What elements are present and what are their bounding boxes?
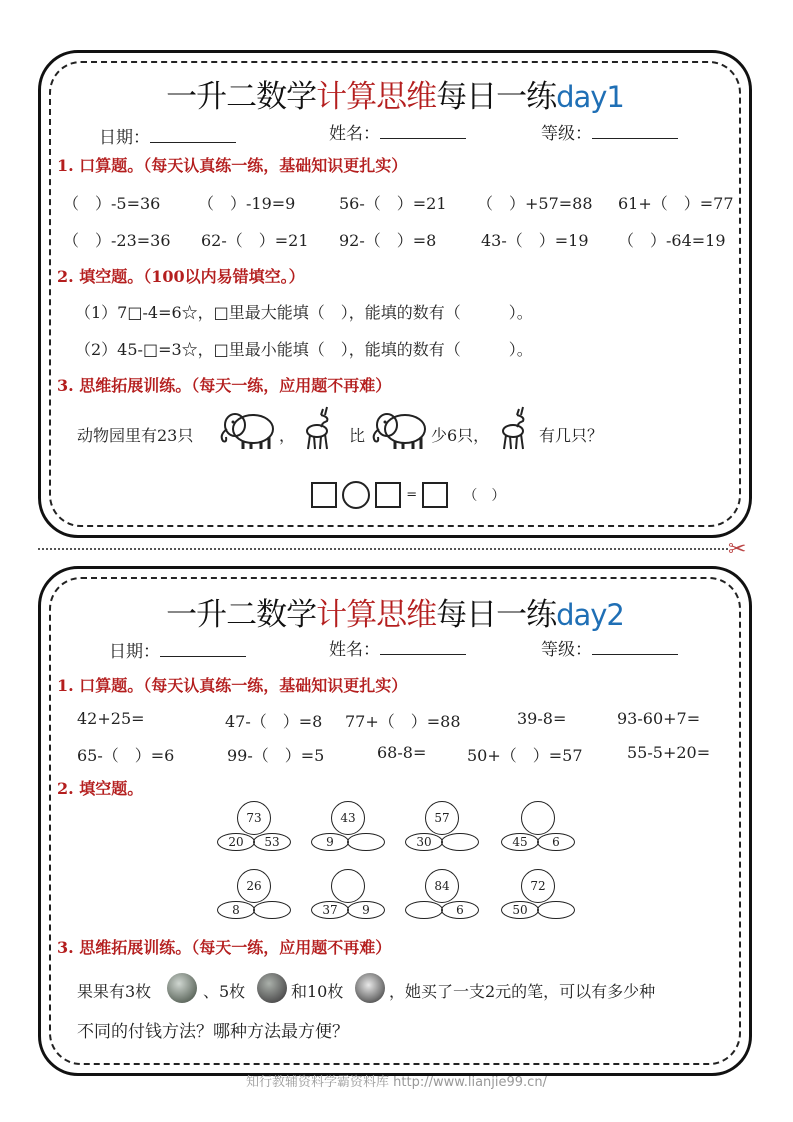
answer-square[interactable] [422, 482, 448, 508]
word-problem-line-2: 不同的付钱方法？哪种方法最方便？ [77, 1022, 349, 1042]
title-part: 一升二数学 [166, 597, 317, 633]
tree-right-oval[interactable] [537, 901, 575, 919]
oral-item: 62-（ ）=21 [201, 231, 309, 250]
grade-label: 等级： [541, 124, 592, 144]
word-text: 果果有3枚 [77, 982, 152, 1001]
coin-icon [167, 973, 197, 1003]
word-text: 有几只？ [539, 426, 604, 445]
tree-left-oval: 20 [217, 833, 255, 851]
number-tree [217, 869, 297, 925]
scissors-icon: ✂ [728, 537, 747, 562]
worksheet-card-day2 [38, 566, 752, 1076]
cut-line [38, 548, 728, 550]
number-tree [405, 801, 485, 857]
oral-item: 99-（ ）=5 [227, 746, 325, 765]
number-tree [501, 801, 581, 857]
oral-item: 93-60+7= [617, 709, 701, 728]
elephant-icon [217, 409, 277, 451]
grade-field[interactable] [541, 119, 678, 144]
card-title [41, 589, 749, 634]
name-label: 姓名： [329, 640, 380, 660]
title-part: 一升二数学 [166, 79, 317, 115]
oral-item: 50+（ ）=57 [467, 746, 583, 765]
tree-top-circle: 72 [521, 869, 555, 903]
grade-label: 等级： [541, 640, 592, 660]
coin-icon [355, 973, 385, 1003]
oral-item: 39-8= [517, 709, 567, 728]
tree-right-oval[interactable] [253, 901, 291, 919]
word-text: 和10枚 [291, 982, 344, 1001]
number-tree [311, 869, 391, 925]
worksheet-card-day1 [38, 50, 752, 538]
number-tree [217, 801, 297, 857]
tree-left-oval: 9 [311, 833, 349, 851]
word-problem [77, 419, 697, 467]
tree-left-oval: 30 [405, 833, 443, 851]
unit-blank[interactable]: （ ） [463, 488, 506, 504]
date-label: 日期： [109, 642, 160, 662]
oral-item: 47-（ ）=8 [225, 712, 323, 731]
word-text: 比 [349, 426, 366, 445]
section-heading: 2. 填空题。 [57, 779, 144, 798]
tree-left-oval: 37 [311, 901, 349, 919]
name-field[interactable] [329, 635, 466, 660]
tree-right-oval: 6 [441, 901, 479, 919]
section-heading: 1. 口算题。（每天认真练一练，基础知识更扎实） [57, 676, 408, 695]
oral-item: 77+（ ）=88 [345, 712, 461, 731]
title-highlight: 计算思维 [316, 597, 437, 633]
word-problem [77, 973, 727, 1009]
tree-top-circle: 26 [237, 869, 271, 903]
oral-item: （ ）+57=88 [477, 194, 593, 213]
word-text: ， [279, 426, 296, 445]
grade-field[interactable] [541, 635, 678, 660]
tree-right-oval[interactable] [347, 833, 385, 851]
number-tree [311, 801, 391, 857]
elephant-icon [369, 409, 429, 451]
title-part: 每日一练 [436, 597, 557, 633]
tree-left-oval: 45 [501, 833, 539, 851]
equals-sign: = [406, 487, 418, 503]
oral-item: 56-（ ）=21 [339, 194, 447, 213]
title-day: day2 [556, 598, 624, 632]
word-text: 动物园里有23只 [77, 426, 194, 445]
section-heading: 3. 思维拓展训练。（每天一练，应用题不再难） [57, 376, 392, 395]
oral-item: 68-8= [377, 743, 427, 762]
tree-right-oval: 9 [347, 901, 385, 919]
tree-left-oval: 50 [501, 901, 539, 919]
oral-item: 55-5+20= [627, 743, 711, 762]
title-day: day1 [556, 80, 624, 114]
oral-row-1 [63, 191, 753, 213]
word-text: 少6只， [431, 426, 490, 445]
tree-left-oval[interactable] [405, 901, 443, 919]
title-highlight: 计算思维 [316, 79, 437, 115]
word-text: 、5枚 [203, 982, 246, 1001]
name-label: 姓名： [329, 124, 380, 144]
operator-circle[interactable] [342, 481, 370, 509]
oral-item: （ ）-64=19 [618, 231, 726, 250]
answer-square[interactable] [375, 482, 401, 508]
tree-top-circle: 73 [237, 801, 271, 835]
oral-item: 65-（ ）=6 [77, 746, 175, 765]
number-tree [501, 869, 581, 925]
tree-top-circle[interactable] [521, 801, 555, 835]
tree-right-oval: 6 [537, 833, 575, 851]
number-tree [405, 869, 485, 925]
word-text: ，她买了一支2元的笔，可以有多少种 [389, 982, 656, 1001]
date-field[interactable] [109, 637, 246, 662]
oral-row-2 [77, 743, 737, 765]
equation-frame [311, 481, 505, 509]
tree-top-circle: 84 [425, 869, 459, 903]
tree-top-circle[interactable] [331, 869, 365, 903]
tree-top-circle: 43 [331, 801, 365, 835]
oral-item: （ ）-19=9 [198, 194, 296, 213]
fill-question-1: （1）7□-4=6☆，□里最大能填（ ），能填的数有（ ）。 [75, 303, 533, 322]
oral-item: （ ）-5=36 [63, 194, 161, 213]
tree-right-oval[interactable] [441, 833, 479, 851]
oral-item: 92-（ ）=8 [339, 231, 437, 250]
name-field[interactable] [329, 119, 466, 144]
card-title [41, 71, 749, 116]
tree-top-circle: 57 [425, 801, 459, 835]
deer-icon [497, 405, 533, 451]
title-part: 每日一练 [436, 79, 557, 115]
date-field[interactable] [99, 123, 236, 148]
deer-icon [301, 405, 337, 451]
date-label: 日期： [99, 128, 150, 148]
oral-item: （ ）-23=36 [63, 231, 171, 250]
answer-square[interactable] [311, 482, 337, 508]
fill-question-2: （2）45-□=3☆，□里最小能填（ ），能填的数有（ ）。 [75, 340, 533, 359]
oral-item: 42+25= [77, 709, 145, 728]
section-heading: 3. 思维拓展训练。（每天一练，应用题不再难） [57, 938, 392, 957]
section-heading: 2. 填空题。（100以内易错填空。） [57, 267, 305, 286]
oral-item: 61+（ ）=77 [618, 194, 734, 213]
coin-icon [257, 973, 287, 1003]
oral-row-1 [77, 709, 737, 731]
footer-watermark: 知行教辅资料学霸资料库 http://www.lianjie99.cn/ [246, 1075, 547, 1090]
oral-row-2 [63, 228, 753, 250]
oral-item: 43-（ ）=19 [481, 231, 589, 250]
tree-left-oval: 8 [217, 901, 255, 919]
tree-right-oval: 53 [253, 833, 291, 851]
section-heading: 1. 口算题。（每天认真练一练，基础知识更扎实） [57, 156, 408, 175]
